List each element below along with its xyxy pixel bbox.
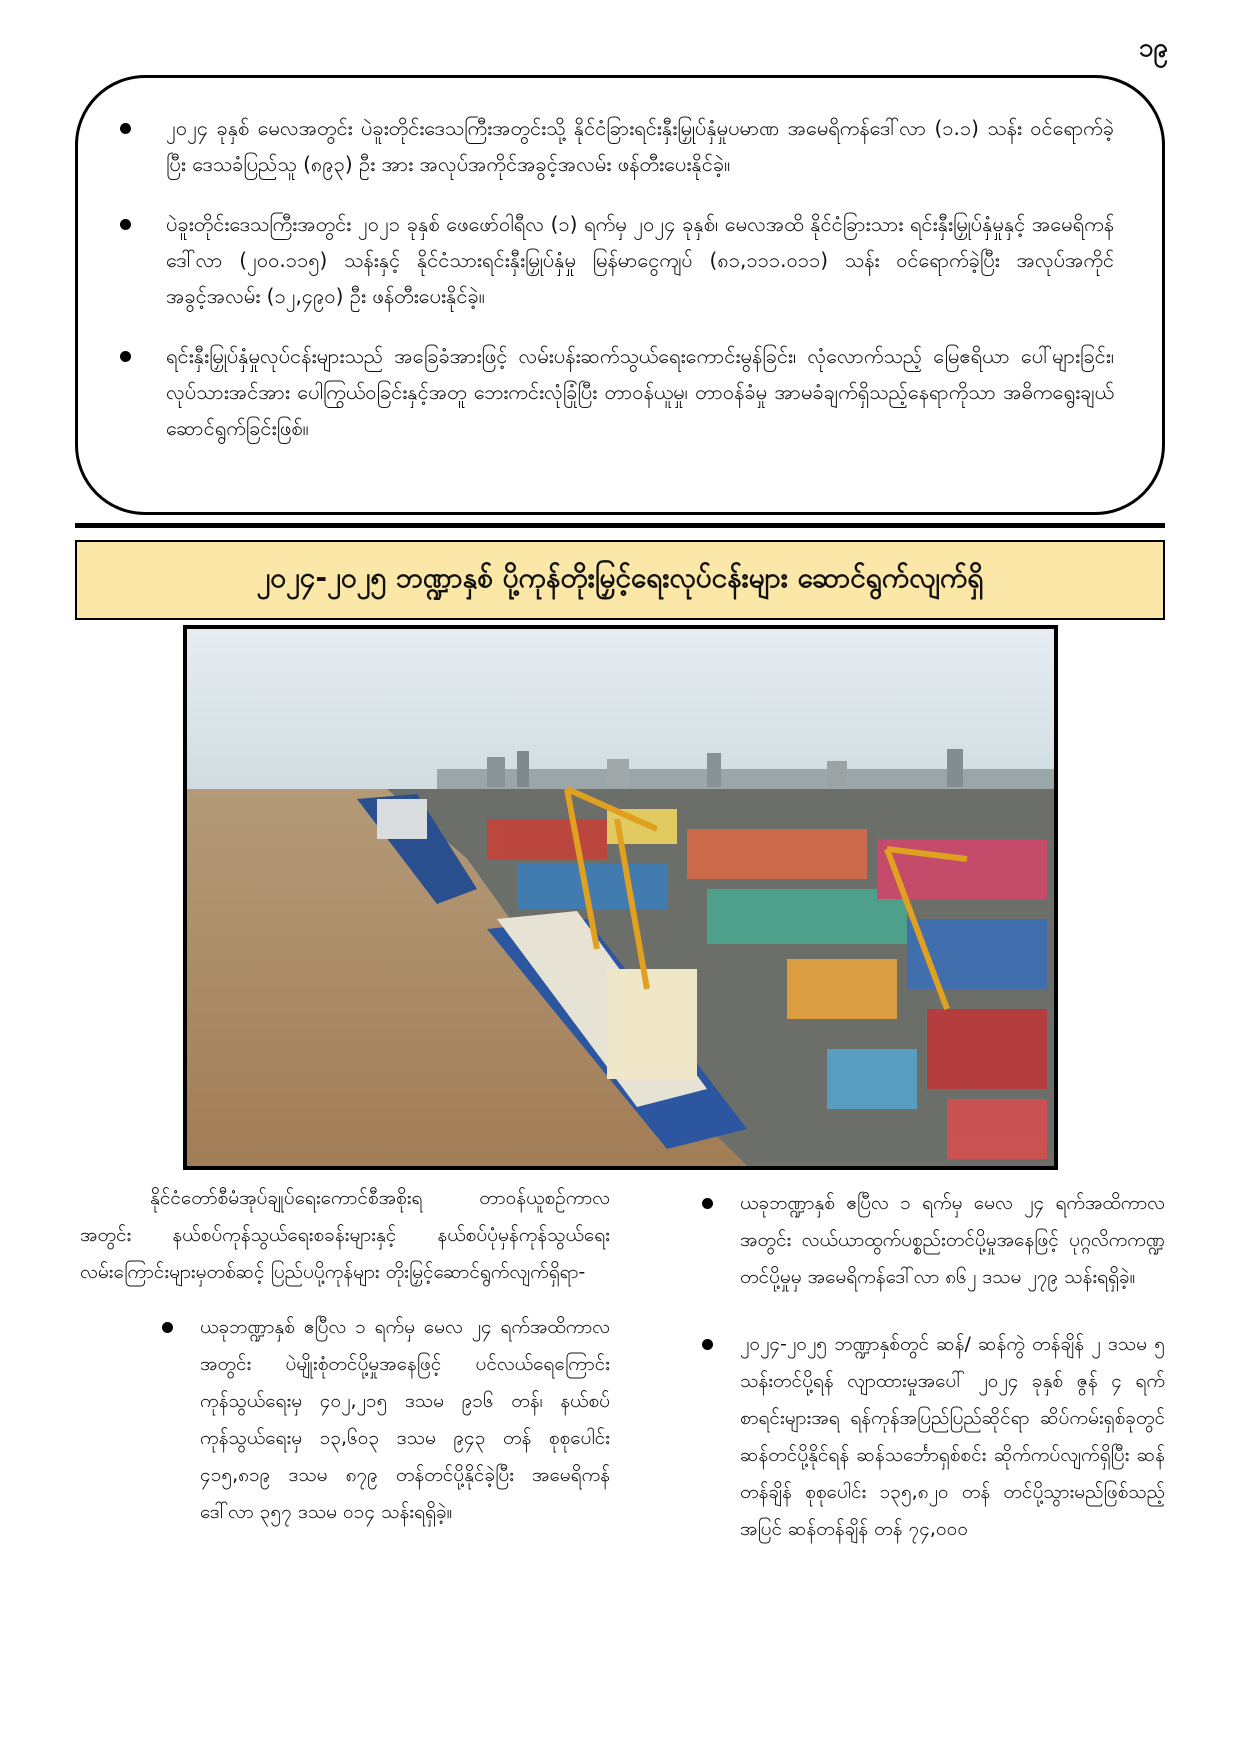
right-column — [700, 1185, 1165, 1578]
right-bullet-list — [700, 1185, 1165, 1548]
page-number: ၁၉ — [1138, 33, 1168, 63]
summary-bullet-list — [118, 110, 1114, 446]
summary-bullet-3: ရင်းနှီးမြှုပ်နှံမှုလုပ်ငန်းများသည် အခြေခံအားဖြင့် လမ်းပန်းဆက်သွယ်ရေးကောင်းမွန်ခြင်း၊ လုံလောက်သည့် မြေဧရိယာ ပေါ်များခြင်း၊ လုပ်သားအင်အား ပေါကြွယ်ဝခြင်းနှင့်အတူ ဘေးကင်းလုံခြုံပြီး တာဝန်ယူမှု၊ တာဝန်ခံမှု အာမခံချက်ရှိသည့်နေရာကိုသာ အဓိကရွေးချယ်ဆောင်ရွက်ခြင်းဖြစ်။ — [118, 338, 1114, 446]
section-divider — [75, 523, 1165, 528]
summary-box — [75, 75, 1165, 515]
left-column — [80, 1180, 610, 1553]
section-heading: ၂၀၂၄-၂၀၂၅ ဘဏ္ဍာနှစ် ပို့ကုန်တိုးမြှင့်ရေးလုပ်ငန်းများ ဆောင်ရွက်လျက်ရှိ — [75, 540, 1165, 620]
right-bullet-2: ၂၀၂၄-၂၀၂၅ ဘဏ္ဍာနှစ်တွင် ဆန်/ ဆန်ကွဲ တန်ချိန် ၂ ဒသမ ၅ သန်းတင်ပို့ရန် လျာထားမှုအပေါ် ၂၀၂၄ ခုနှစ် ဇွန် ၄ ရက် စာရင်းများအရ ရန်ကုန်အပြည်ပြည်ဆိုင်ရာ ဆိပ်ကမ်းရှစ်ခုတွင် ဆန်တင်ပို့နိုင်ရန် ဆန်သင်္ဘောရှစ်စင်း ဆိုက်ကပ်လျက်ရှိပြီး ဆန် တန်ချိန် စုစုပေါင်း ၁၃၅,၈၂၀ တန် တင်ပို့သွားမည်ဖြစ်သည့်အပြင် ဆန်တန်ချိန် တန် ၇၄,၀၀၀ — [700, 1326, 1165, 1548]
intro-paragraph: နိုင်ငံတော်စီမံအုပ်ချုပ်ရေးကောင်စီအစိုးရ တာဝန်ယူစဉ်ကာလအတွင်း နယ်စပ်ကုန်သွယ်ရေးစခန်းများနှင့် နယ်စပ်ပုံမှန်ကုန်သွယ်ရေးလမ်းကြောင်းများမှတစ်ဆင့် ပြည်ပပို့ကုန်များ တိုးမြှင့်ဆောင်ရွက်လျက်ရှိရာ- — [80, 1187, 610, 1283]
summary-bullet-1: ၂၀၂၄ ခုနှစ် မေလအတွင်း ပဲခူးတိုင်းဒေသကြီးအတွင်းသို့ နိုင်ငံခြားရင်းနှီးမြှုပ်နှံမှုပမာဏ အမေရိကန်ဒေါ်လာ (၁.၁) သန်း ဝင်ရောက်ခဲ့ပြီး ဒေသခံပြည်သူ (၈၉၃) ဦး အား အလုပ်အကိုင်အခွင့်အလမ်း ဖန်တီးပေးနိုင်ခဲ့။ — [118, 110, 1114, 182]
left-bullet-list — [160, 1309, 610, 1531]
left-bullet-1: ယခုဘဏ္ဍာနှစ် ဧပြီလ ၁ ရက်မှ မေလ ၂၄ ရက်အထိကာလအတွင်း ပဲမျိုးစုံတင်ပို့မှုအနေဖြင့် ပင်လယ်ရေကြောင်းကုန်သွယ်ရေးမှ ၄၀၂,၂၁၅ ဒသမ ၉၁၆ တန်၊ နယ်စပ်ကုန်သွယ်ရေးမှ ၁၃,၆၀၃ ဒသမ ၉၄၃ တန် စုစုပေါင်း ၄၁၅,၈၁၉ ဒသမ ၈၇၉ တန်တင်ပို့နိုင်ခဲ့ပြီး အမေရိကန်ဒေါ်လာ ၃၅၇ ဒသမ ၀၁၄ သန်းရရှိခဲ့။ — [160, 1309, 610, 1531]
right-bullet-1: ယခုဘဏ္ဍာနှစ် ဧပြီလ ၁ ရက်မှ မေလ ၂၄ ရက်အထိကာလအတွင်း လယ်ယာထွက်ပစ္စည်းတင်ပို့မှုအနေဖြင့် ပုဂ္ဂလိကကဏ္ဍတင်ပို့မှုမှ အမေရိကန်ဒေါ်လာ ၈၆၂ ဒသမ ၂၇၉ သန်းရရှိခဲ့။ — [700, 1185, 1165, 1296]
port-photo — [183, 625, 1058, 1170]
container-port-photo-icon — [187, 629, 1054, 1166]
summary-bullet-2: ပဲခူးတိုင်းဒေသကြီးအတွင်း ၂၀၂၁ ခုနှစ် ဖေဖော်ဝါရီလ (၁) ရက်မှ ၂၀၂၄ ခုနှစ်၊ မေလအထိ နိုင်ငံခြားသား ရင်းနှီးမြှုပ်နှံမှုနှင့် အမေရိကန်ဒေါ်လာ (၂၀၀.၁၁၅) သန်းနှင့် နိုင်ငံသားရင်းနှီးမြှုပ်နှံမှု မြန်မာငွေကျပ် (၈၁,၁၁၁.၀၁၁) သန်း ဝင်ရောက်ခဲ့ပြီး အလုပ်အကိုင်အခွင့်အလမ်း (၁၂,၄၉၀) ဦး ဖန်တီးပေးနိုင်ခဲ့။ — [118, 206, 1114, 314]
